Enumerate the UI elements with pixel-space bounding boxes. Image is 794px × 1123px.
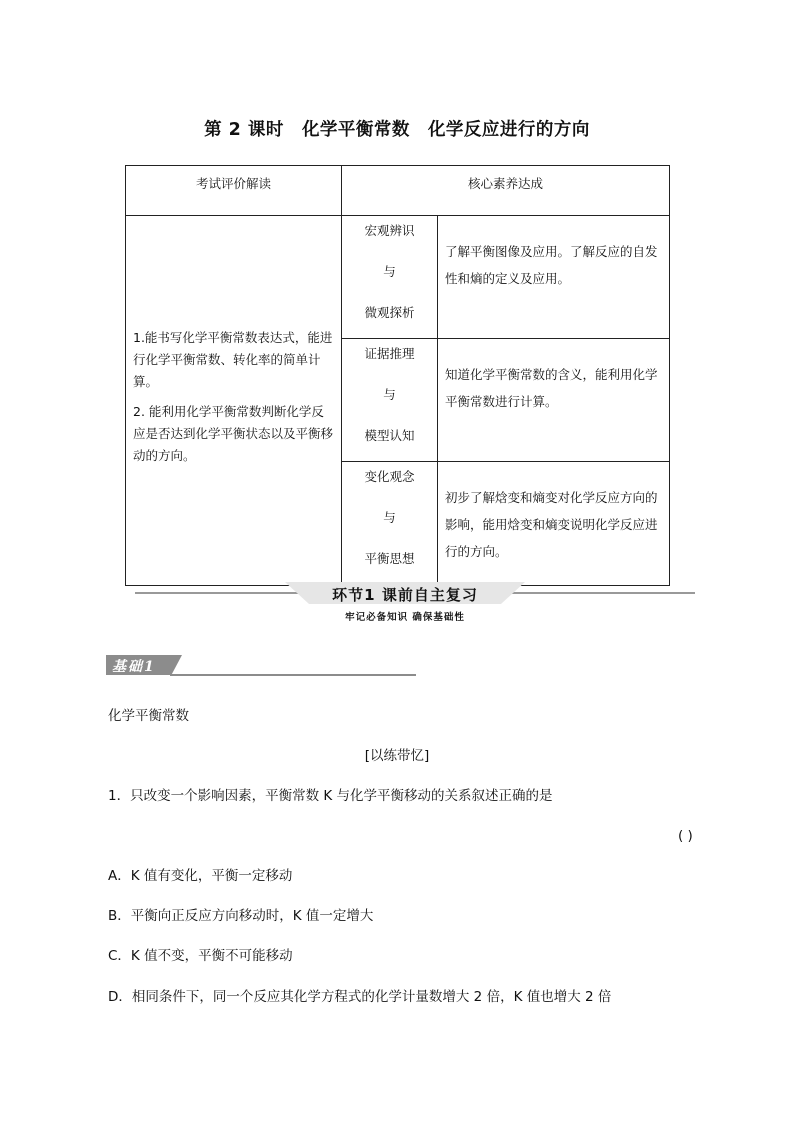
title-lesson: 第 2 课时	[204, 120, 284, 140]
competency-2-mid: 与	[383, 387, 396, 402]
competency-2-bottom: 模型认知	[364, 428, 415, 443]
competency-3-top: 变化观念	[364, 469, 415, 484]
competency-desc-3: 初步了解焓变和熵变对化学反应方向的影响，能用焓变和熵变说明化学反应进行的方向。	[438, 462, 670, 586]
section-banner	[95, 582, 695, 624]
answer-bracket: ( )	[678, 828, 693, 844]
option-d: D．相同条件下，同一个反应其化学方程式的化学计量数增大 2 倍，K 值也增大 2 倍	[108, 989, 612, 1005]
competency-3-bottom: 平衡思想	[364, 551, 415, 566]
title-part1: 化学平衡常数	[301, 120, 410, 140]
assessment-item-2: 2. 能利用化学平衡常数判断化学反应是否达到化学平衡状态以及平衡移动的方向。	[133, 403, 334, 463]
option-c: C．K 值不变，平衡不可能移动	[108, 948, 293, 964]
assessment-cell	[126, 216, 342, 586]
option-a: A．K 值有变化，平衡一定移动	[108, 868, 293, 884]
section-tag-label: 基础1	[112, 659, 156, 675]
header-competency: 核心素养达成	[342, 166, 670, 216]
page-title	[0, 116, 794, 141]
banner-subtitle: 牢记必备知识 确保基础性	[345, 612, 465, 623]
practice-label: [以练带忆]	[364, 748, 430, 764]
title-part2: 化学反应进行的方向	[427, 120, 590, 140]
competency-desc-2: 知道化学平衡常数的含义，能利用化学平衡常数进行计算。	[438, 339, 670, 462]
banner-title: 环节1 课前自主复习	[332, 586, 478, 604]
competency-1-mid: 与	[383, 264, 396, 279]
option-b: B．平衡向正反应方向移动时，K 值一定增大	[108, 908, 374, 924]
competency-desc-1: 了解平衡图像及应用。了解反应的自发性和熵的定义及应用。	[438, 216, 670, 339]
section-tag-rule	[170, 674, 416, 676]
competency-name-2	[342, 339, 438, 462]
competency-3-mid: 与	[383, 510, 396, 525]
section-tag	[106, 655, 416, 679]
topic-heading: 化学平衡常数	[108, 708, 189, 724]
header-assessment: 考试评价解读	[126, 166, 342, 216]
competency-2-top: 证据推理	[364, 346, 415, 361]
competency-name-1	[342, 216, 438, 339]
question-stem: 1．只改变一个影响因素，平衡常数 K 与化学平衡移动的关系叙述正确的是	[108, 788, 553, 804]
competency-1-top: 宏观辨识	[364, 223, 415, 238]
competency-1-bottom: 微观探析	[364, 305, 415, 320]
competency-name-3	[342, 462, 438, 586]
objectives-table	[125, 165, 670, 586]
assessment-item-1: 1.能书写化学平衡常数表达式，能进行化学平衡常数、转化率的简单计算。	[133, 329, 333, 389]
